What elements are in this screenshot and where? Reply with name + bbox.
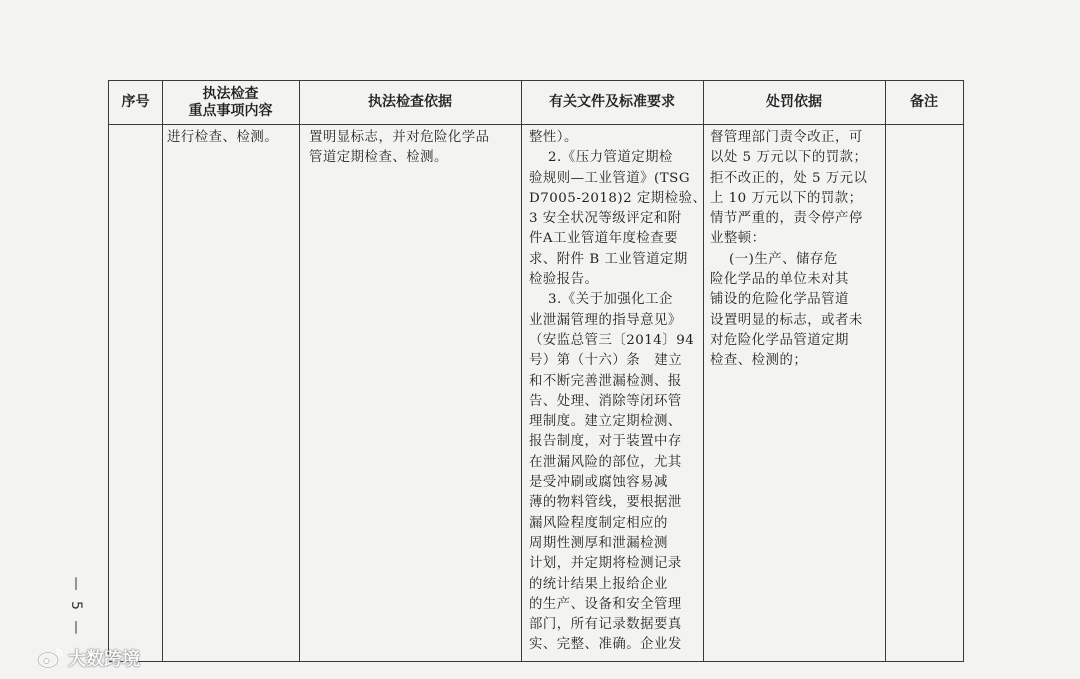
watermark-text: 大数跨境 bbox=[68, 649, 140, 670]
header-seq: 序号 bbox=[121, 94, 150, 110]
cell-basis: 置明显标志，并对危险化学品 管道定期检查、检测。 bbox=[309, 130, 490, 166]
cell-item: 进行检查、检测。 bbox=[167, 130, 279, 145]
header-docs: 有关文件及标准要求 bbox=[549, 94, 675, 110]
column-divider bbox=[521, 81, 522, 661]
page-number: — 5 — bbox=[68, 576, 84, 638]
header-penalty: 处罚依据 bbox=[766, 94, 822, 110]
header-remark: 备注 bbox=[910, 94, 938, 110]
header-basis: 执法检查依据 bbox=[368, 94, 452, 110]
cell-docs: 整性）。 2.《压力管道定期检 验规则—工业管道》(TSG D7005-2018)2 定期检验、 3 安全状况等级评定和附 件A工业管道年度检查要 求、附件 B 工业管道定期 检验报告。 3.《关于加强化工企 业泄漏管理的指导意见》 （安监总管三〔2014〕94 号）第（十六）条 建立 和不断完善泄漏检测、报 告、处理、消除等闭环管 理制度。建立定期检测、 报告制度，对于装置中存 在泄漏风险的部位，尤其 是受冲刷或腐蚀容易减 薄的物料管线，要根据泄 漏风险程度制定相应的 周期性测厚和泄漏检测 计划，并定期将检测记录 的统计结果上报给企业 的生产、设备和安全管理 部门，所有记录数据要真 实、完整、准确。企业发 bbox=[529, 130, 707, 653]
header-divider bbox=[109, 124, 963, 125]
watermark bbox=[36, 645, 140, 671]
column-divider bbox=[162, 81, 163, 661]
weibo-logo-icon bbox=[36, 647, 64, 669]
column-divider bbox=[299, 81, 300, 661]
enforcement-table bbox=[108, 80, 964, 662]
header-item-line1: 执法检查 bbox=[202, 85, 259, 102]
header-item bbox=[162, 81, 299, 124]
column-divider bbox=[885, 81, 886, 661]
cell-penalty: 督管理部门责令改正，可 以处 5 万元以下的罚款； 拒不改正的，处 5 万元以 上 10 万元以下的罚款； 情节严重的，责令停产停 业整顿： (一)生产、储存危 险化学品的单位未对其 铺设的危险化学品管道 设置明显的标志，或者未 对危险化学品管道定期 检查、检测的； bbox=[710, 130, 868, 369]
column-divider bbox=[703, 81, 704, 661]
header-item-line2: 重点事项内容 bbox=[188, 102, 273, 119]
